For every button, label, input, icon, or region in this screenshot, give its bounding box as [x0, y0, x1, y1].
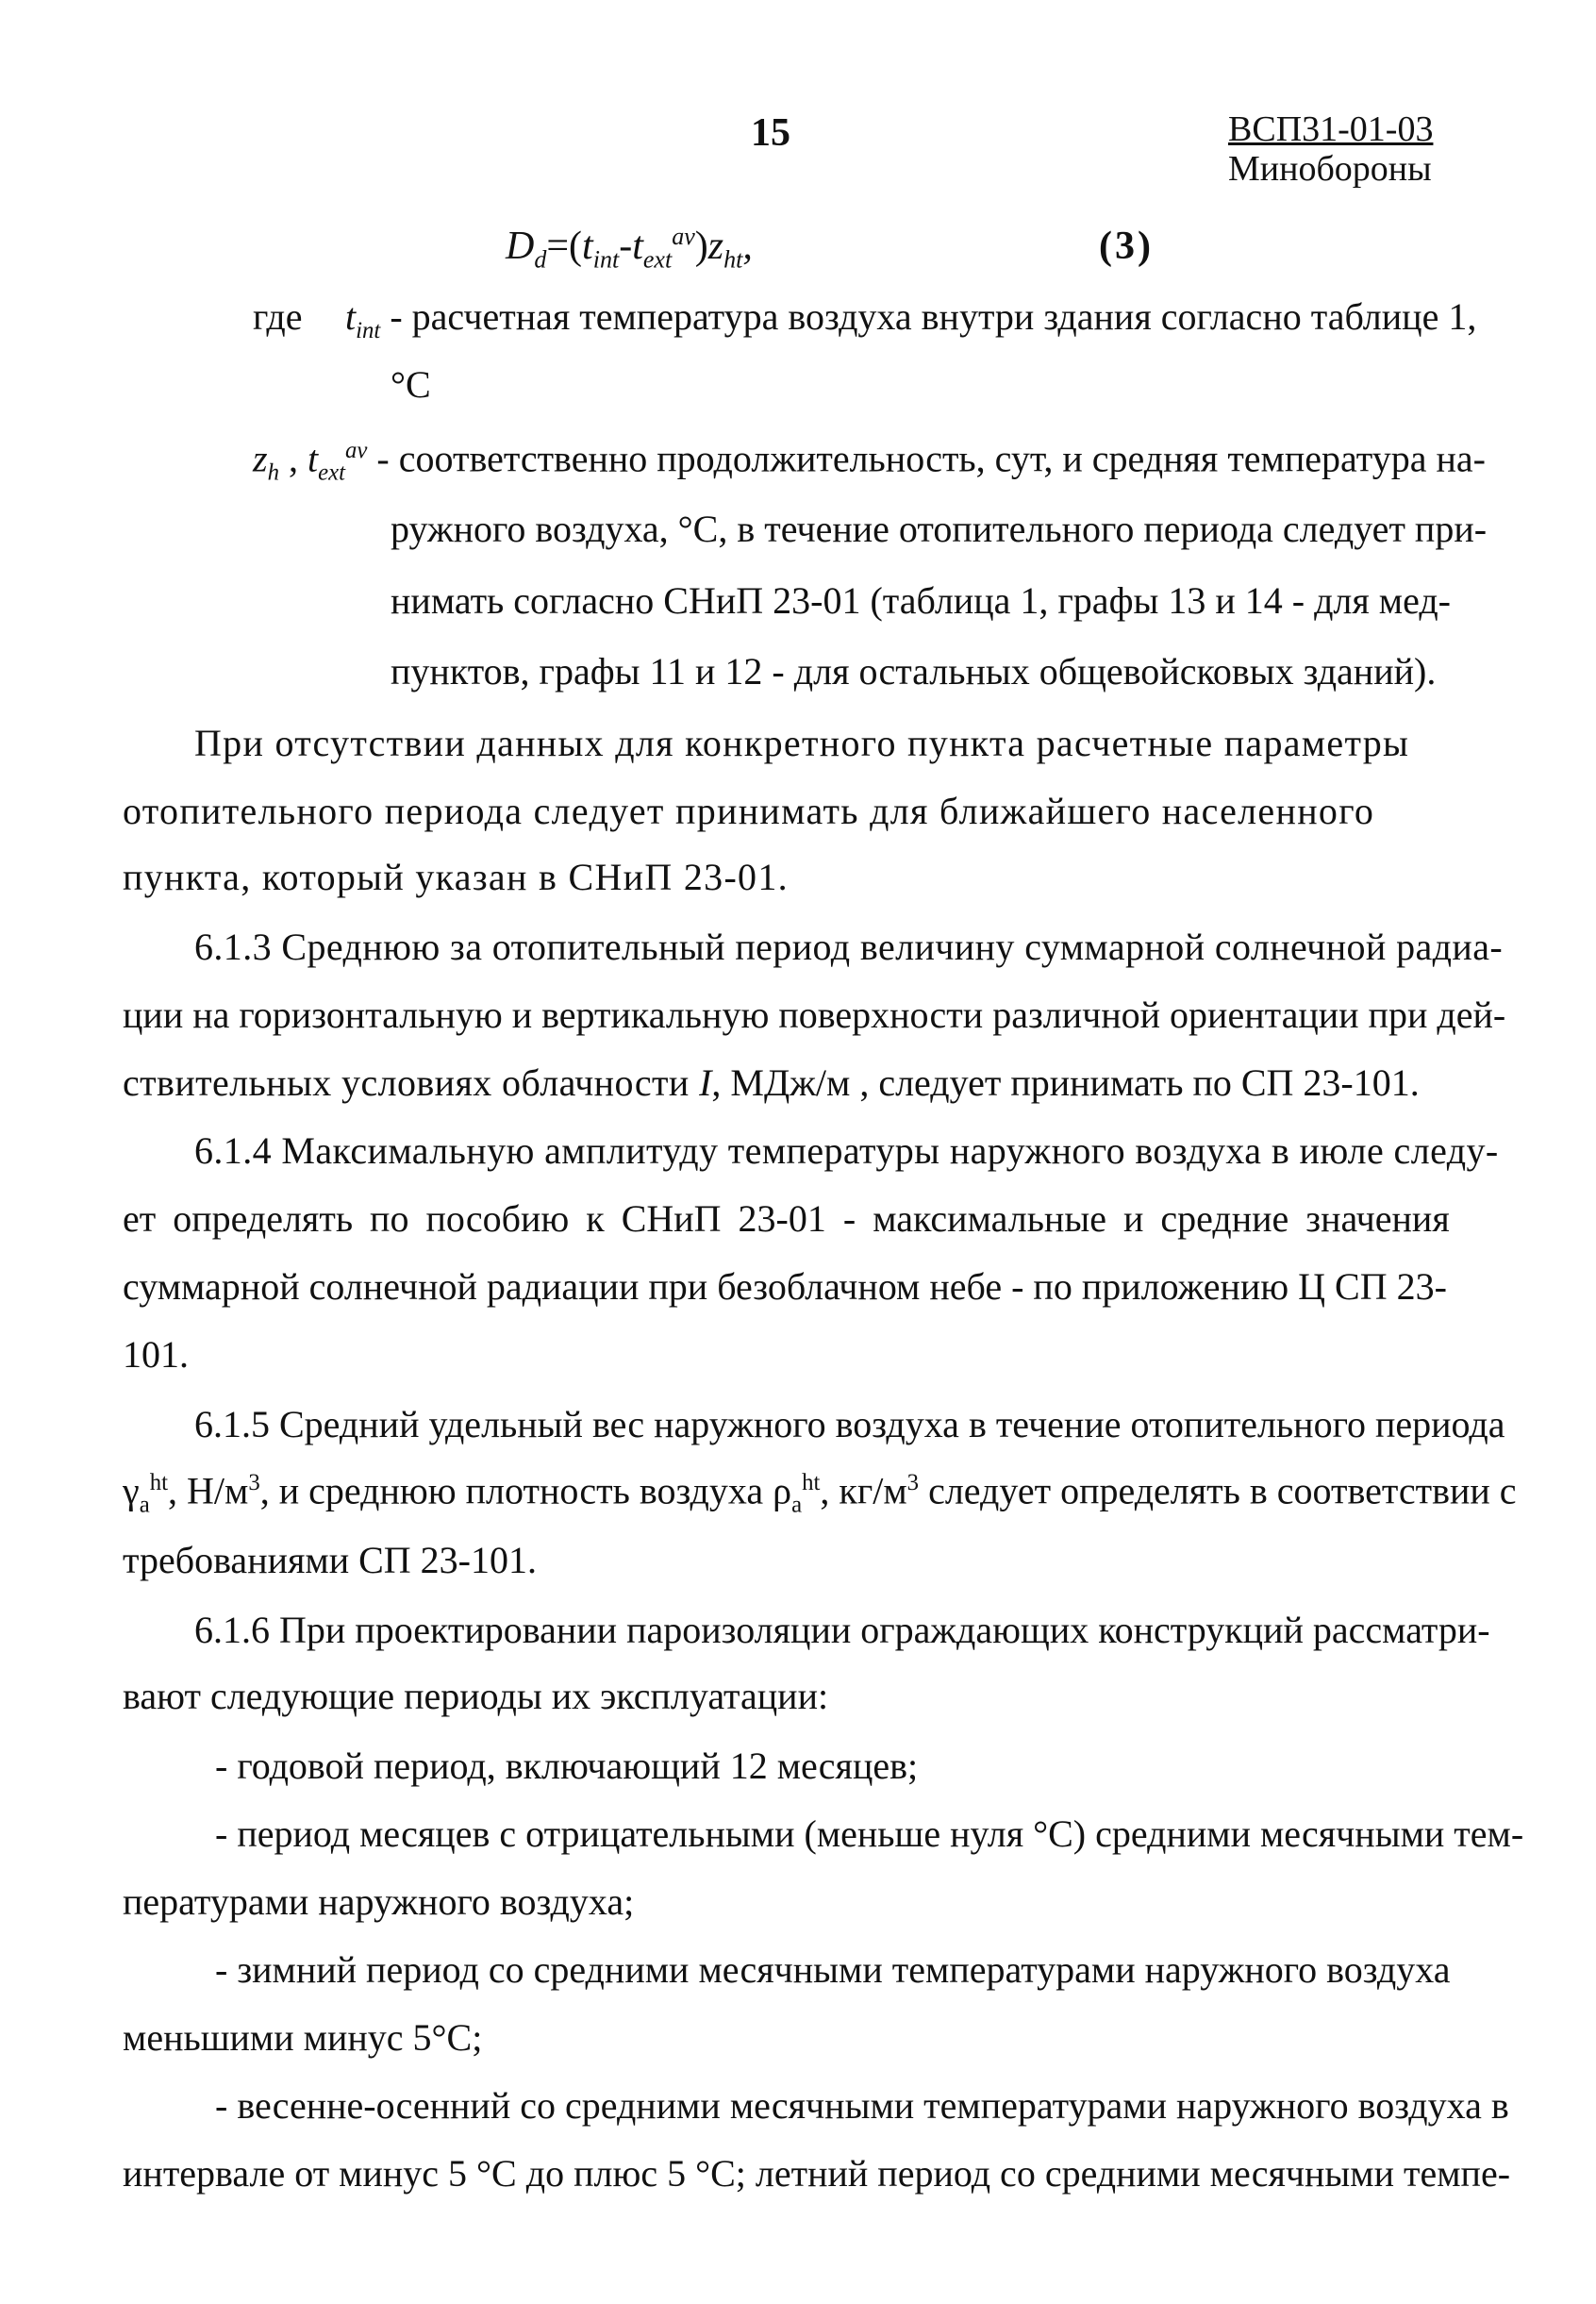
clause-6-1-3: 6.1.3 Среднюю за отопительный период величину суммарной солнечной радиа- [194, 926, 1504, 968]
where-desc-line: пунктов, графы 11 и 12 - для остальных общевойсковых зданий). [391, 650, 1437, 693]
clause-6-1-5: 6.1.5 Средний удельный вес наружного воздуха в течение отопительного периода [194, 1403, 1505, 1445]
list-item-continuation: пературами наружного воздуха; [123, 1880, 635, 1923]
list-item-continuation: интервале от минус 5 °С до плюс 5 °С; летний период со средними месячными темпе- [123, 2152, 1511, 2195]
paragraph-line: пункта, который указан в СНиП 23-01. [123, 856, 789, 898]
paragraph-line: ствительных условиях облачности I, МДж/м , следует принимать по СП 23-101. [123, 1061, 1420, 1104]
list-item: - годовой период, включающий 12 месяцев; [215, 1745, 919, 1787]
where-zh-text-definition: $z_h$ , $t_{ext}^{av}$ - соответственно продолжительность, сут, и средняя температура на- [253, 437, 1486, 486]
where-t-int-definition: $t_{int}$ - расчетная температура воздуха внутри здания согласно таблице 1, [345, 295, 1477, 343]
formula-degree-day: $D_d=(t_{int}-t_{ext}^{av})z_{ht}$, [506, 223, 753, 274]
page-number: 15 [751, 111, 790, 155]
paragraph-line: вают следующие периоды их эксплуатации: [123, 1675, 829, 1717]
where-label: где [253, 295, 303, 338]
document-code: ВСП31-01-03 [1228, 109, 1434, 149]
where-desc-line: ружного воздуха, °С, в течение отопительного периода следует при- [391, 508, 1488, 550]
list-item: - зимний период со средними месячными температурами наружного воздуха [215, 1948, 1451, 1991]
list-item: - период месяцев с отрицательными (меньше нуля °С) средними месячными тем- [215, 1812, 1524, 1855]
paragraph-line-gamma-rho: $\gamma_a^{ht}$, $Н/м^3$, и среднюю плотность воздуха $\rho_a^{ht}$, $кг/м^3$ следует определять в соответствии с [123, 1469, 1517, 1518]
paragraph-line: суммарной солнечной радиации при безоблачном небе - по приложению Ц СП 23- [123, 1265, 1447, 1308]
clause-6-1-4: 6.1.4 Максимальную амплитуду температуры наружного воздуха в июле следу- [194, 1129, 1499, 1172]
list-item: - весенне-осенний со средними месячными температурами наружного воздуха в [215, 2084, 1509, 2127]
paragraph-line: 101. [123, 1333, 189, 1376]
document-organization: Минобороны [1228, 149, 1432, 189]
clause-6-1-6: 6.1.6 При проектировании пароизоляции ограждающих конструкций рассматри- [194, 1609, 1490, 1651]
where-t-int-unit: °С [391, 363, 431, 406]
paragraph-line: ет определять по пособию к СНиП 23-01 - максимальные и средние значения [123, 1197, 1450, 1240]
paragraph-line: требованиями СП 23-101. [123, 1539, 538, 1581]
where-desc-line: нимать согласно СНиП 23-01 (таблица 1, графы 13 и 14 - для мед- [391, 579, 1452, 622]
list-item-continuation: меньшими минус 5°С; [123, 2016, 483, 2059]
paragraph-line: ции на горизонтальную и вертикальную поверхности различной ориентации при дей- [123, 993, 1506, 1036]
formula-number: (3) [1099, 225, 1154, 268]
paragraph-line: отопительного периода следует принимать для ближайшего населенного [123, 790, 1375, 832]
paragraph-line: При отсутствии данных для конкретного пункта расчетные параметры [194, 722, 1410, 764]
